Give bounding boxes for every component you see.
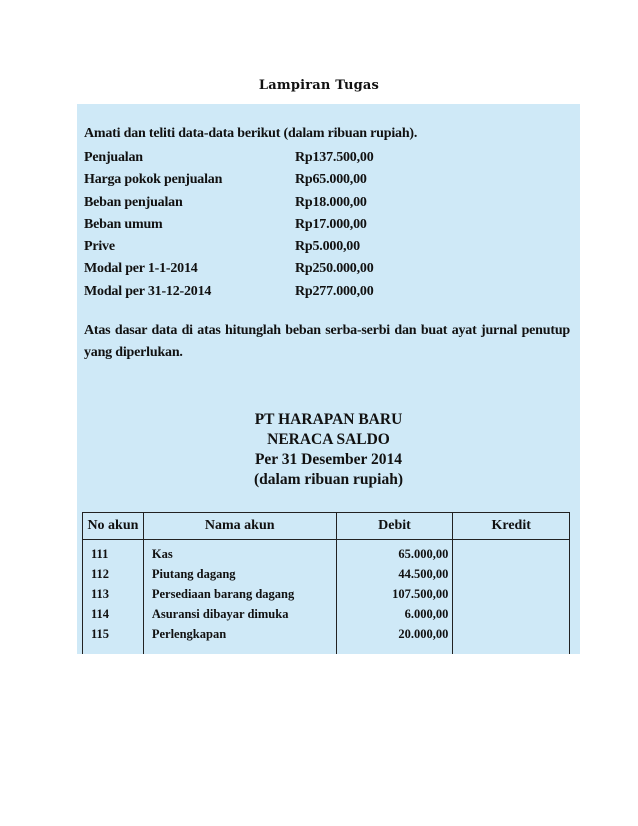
table-cell: 112 [91, 567, 110, 581]
table-cell: Persediaan barang dagang [151, 587, 295, 601]
report-header [77, 410, 580, 490]
item-value: Rp250.000,00 [295, 261, 374, 277]
report-unit: (dalam ribuan rupiah) [253, 471, 403, 488]
table-cell: 20.000,00 [398, 627, 449, 641]
company-name: PT HARAPAN BARU [254, 411, 403, 428]
table-cell: 114 [91, 607, 110, 621]
header-nama-akun: Nama akun [143, 513, 336, 540]
table-cell: 65.000,00 [398, 547, 449, 561]
item-label: Modal per 1-1-2014 [84, 261, 198, 277]
header-kredit: Kredit [453, 513, 570, 540]
table-cell: 44.500,00 [398, 567, 449, 581]
table-cell: Asuransi dibayar dimuka [151, 607, 289, 621]
item-label: Modal per 31-12-2014 [84, 283, 212, 299]
instruction-text: Atas dasar data di atas hitunglah beban serba-serbi dan buat ayat jurnal penutup yang diperlukan. [84, 323, 570, 360]
item-label: Harga pokok penjualan [84, 172, 223, 188]
column-no-akun [83, 540, 144, 655]
item-label: Beban umum [84, 216, 163, 232]
item-label: Beban penjualan [84, 194, 183, 210]
list-item [84, 150, 564, 172]
data-list [84, 150, 564, 306]
report-title: NERACA SALDO [267, 431, 390, 448]
item-value: Rp17.000,00 [295, 216, 367, 232]
table-body [83, 540, 570, 655]
list-item [84, 195, 564, 217]
item-value: Rp5.000,00 [295, 239, 360, 255]
page-title: Lampiran Tugas [258, 78, 380, 93]
table-cell: Perlengkapan [151, 627, 227, 641]
header-no-akun: No akun [83, 513, 144, 540]
trial-balance-table [82, 512, 570, 654]
report-date: Per 31 Desember 2014 [254, 451, 403, 468]
table-cell [453, 544, 569, 564]
item-label: Prive [84, 239, 115, 255]
column-debit [336, 540, 453, 655]
intro-text: Amati dan teliti data-data berikut (dalam ribuan rupiah). [84, 126, 418, 141]
header-debit: Debit [336, 513, 453, 540]
list-item [84, 172, 564, 194]
table-cell: 115 [91, 627, 110, 641]
column-kredit [453, 540, 570, 655]
table-cell: 107.500,00 [392, 587, 449, 601]
list-item [84, 284, 564, 306]
table-cell: Kas [151, 547, 173, 561]
table-cell [453, 584, 569, 604]
table-cell: 113 [91, 587, 110, 601]
item-value: Rp137.500,00 [295, 150, 374, 165]
table-cell: 6.000,00 [404, 607, 449, 621]
table-header-row [83, 513, 570, 540]
column-nama-akun [143, 540, 336, 655]
table-cell [453, 604, 569, 624]
table-cell: Piutang dagang [151, 567, 236, 581]
table-cell: 111 [91, 547, 109, 561]
list-item [84, 261, 564, 283]
item-value: Rp277.000,00 [295, 283, 374, 299]
list-item [84, 217, 564, 239]
list-item [84, 239, 564, 261]
item-label: Penjualan [84, 150, 143, 165]
item-value: Rp65.000,00 [295, 172, 367, 188]
table-cell [453, 624, 569, 644]
table-cell [453, 564, 569, 584]
item-value: Rp18.000,00 [295, 194, 367, 210]
assignment-panel [77, 104, 580, 654]
